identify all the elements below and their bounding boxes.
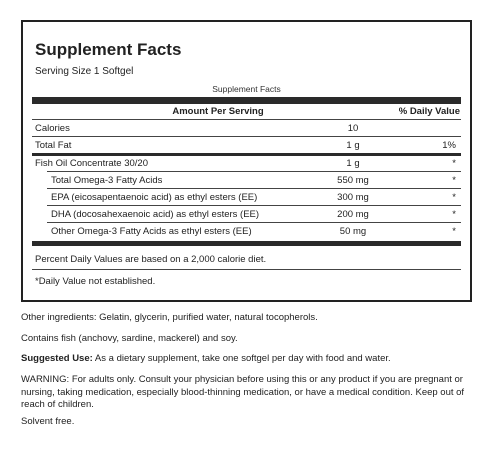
divider [47, 171, 461, 172]
warning-block [21, 374, 476, 412]
thick-divider [32, 97, 461, 104]
contains-allergens: Contains fish (anchovy, sardine, mackerel) and soy. [21, 333, 238, 344]
suggested-use-label: Suggested Use: [21, 353, 93, 364]
header-daily-value: % Daily Value [398, 106, 460, 117]
row-daily-value: 1% [442, 140, 456, 151]
suggested-use [21, 353, 476, 366]
footnote-daily-value-not-established: *Daily Value not established. [35, 276, 156, 287]
panel-title: Supplement Facts [35, 40, 182, 59]
footnote-percent-dv: Percent Daily Values are based on a 2,000 calorie diet. [35, 254, 267, 265]
bottom-thick-divider [32, 241, 461, 246]
supplement-facts-panel [21, 20, 472, 302]
row-label: Calories [35, 123, 70, 134]
row-daily-value: * [452, 175, 456, 186]
suggested-use-text: As a dietary supplement, take one softgel per day with food and water. [94, 353, 391, 364]
warning-line: nursing, taking medication, especially blood-thinning medication, or have a medical condition. Keep out of [21, 386, 465, 398]
row-daily-value: * [452, 158, 456, 169]
row-daily-value: * [452, 192, 456, 203]
row-amount: 200 mg [337, 209, 369, 220]
row-label: Total Fat [35, 140, 72, 151]
row-amount: 1 g [346, 158, 360, 169]
divider [47, 205, 461, 206]
row-label: EPA (eicosapentaenoic acid) as ethyl esters (EE) [51, 192, 258, 203]
warning-line: WARNING: For adults only. Consult your physician before using this or any product if you are pregnant or [21, 374, 463, 385]
row-label: Other Omega-3 Fatty Acids as ethyl esters (EE) [51, 226, 252, 237]
row-label: DHA (docosahexaenoic acid) as ethyl esters (EE) [51, 209, 260, 220]
solvent-free: Solvent free. [21, 416, 75, 427]
row-amount: 550 mg [337, 175, 369, 186]
table-caption: Supplement Facts [212, 84, 281, 94]
divider [32, 119, 461, 120]
serving-size: Serving Size 1 Softgel [35, 66, 134, 77]
row-amount: 1 g [346, 140, 360, 151]
divider [47, 222, 461, 223]
divider [32, 136, 461, 137]
header-amount: Amount Per Serving [172, 106, 264, 117]
row-amount: 300 mg [337, 192, 369, 203]
divider [47, 188, 461, 189]
row-label: Fish Oil Concentrate 30/20 [35, 158, 149, 169]
row-daily-value: * [452, 209, 456, 220]
other-ingredients: Other ingredients: Gelatin, glycerin, purified water, natural tocopherols. [21, 312, 318, 323]
row-amount: 10 [347, 123, 359, 134]
warning-line: reach of children. [21, 399, 94, 410]
section-divider [32, 153, 461, 156]
row-amount: 50 mg [339, 226, 367, 237]
row-daily-value: * [452, 226, 456, 237]
footnote-divider [32, 269, 461, 270]
row-label: Total Omega-3 Fatty Acids [51, 175, 163, 186]
